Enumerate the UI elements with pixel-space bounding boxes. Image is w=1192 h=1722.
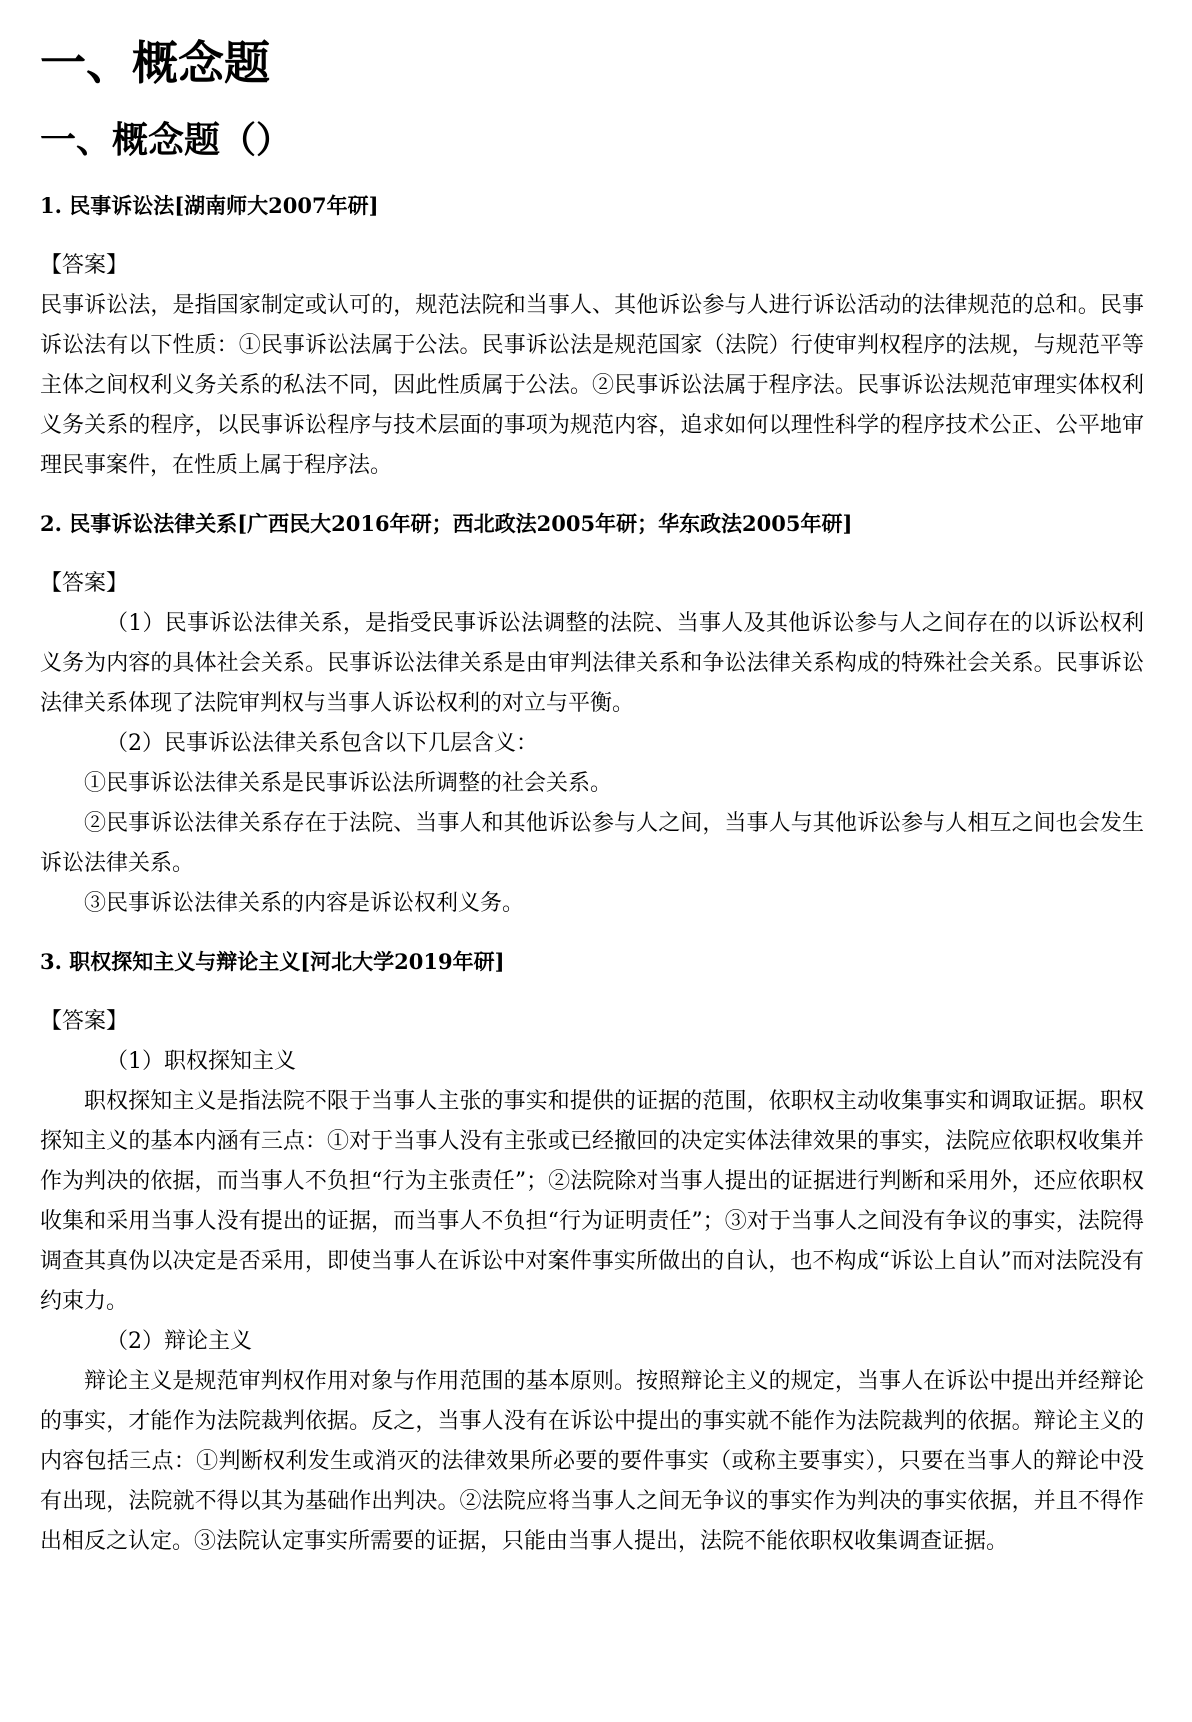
chapter-heading: 一、概念题: [40, 36, 270, 90]
question-1-answer: 民事诉讼法，是指国家制定或认可的，规范法院和当事人、其他诉讼参与人进行诉讼活动的法律规范的总和。民事诉讼法有以下性质：①民事诉讼法属于公法。民事诉讼法是规范国家（法院）行使审判权程序的法规，与规范平等主体之间权利义务关系的私法不同，因此性质属于公法。②民事诉讼法属于程序法。民事诉讼法规范审理实体权利义务关系的程序，以民事诉讼程序与技术层面的事项为规范内容，追求如何以理性科学的程序技术公正、公平地审理民事案件，在性质上属于程序法。: [40, 293, 1144, 478]
question-3-subheading: （1）职权探知主义: [106, 1049, 296, 1074]
question-1-title: 1. 民事诉讼法[湖南师大2007年研]: [40, 193, 379, 218]
question-2-paragraph: ③民事诉讼法律关系的内容是诉讼权利义务。: [84, 891, 525, 916]
question-3-title: 3. 职权探知主义与辩论主义[河北大学2019年研]: [40, 949, 505, 974]
answer-label: 【答案】: [40, 1009, 129, 1034]
section-heading: 一、概念题（）: [40, 119, 293, 161]
answer-label: 【答案】: [40, 253, 129, 278]
question-2-paragraph: ①民事诉讼法律关系是民事诉讼法所调整的社会关系。: [84, 771, 613, 796]
question-2-paragraph: ②民事诉讼法律关系存在于法院、当事人和其他诉讼参与人之间，当事人与其他诉讼参与人相互之间也会发生诉讼法律关系。: [40, 811, 1144, 876]
question-2-title: 2. 民事诉讼法律关系[广西民大2016年研；西北政法2005年研；华东政法2005年研]: [40, 511, 853, 536]
question-1: [40, 188, 1144, 486]
question-2: [40, 506, 1144, 924]
question-3-paragraph: 职权探知主义是指法院不限于当事人主张的事实和提供的证据的范围，依职权主动收集事实和调取证据。职权探知主义的基本内涵有三点：①对于当事人没有主张或已经撤回的决定实体法律效果的事实，法院应依职权收集并作为判决的依据，而当事人不负担“行为主张责任”；②法院除对当事人提出的证据进行判断和采用外，还应依职权收集和采用当事人没有提出的证据，而当事人不负担“行为证明责任”；③对于当事人之间没有争议的事实，法院得调查其真伪以决定是否采用，即使当事人在诉讼中对案件事实所做出的自认，也不构成“诉讼上自认”而对法院没有约束力。: [40, 1089, 1144, 1314]
question-3-paragraph: 辩论主义是规范审判权作用对象与作用范围的基本原则。按照辩论主义的规定，当事人在诉讼中提出并经辩论的事实，才能作为法院裁判依据。反之，当事人没有在诉讼中提出的事实就不能作为法院裁判的依据。辩论主义的内容包括三点：①判断权利发生或消灭的法律效果所必要的要件事实（或称主要事实），只要在当事人的辩论中没有出现，法院就不得以其为基础作出判决。②法院应将当事人之间无争议的事实作为判决的事实依据，并且不得作出相反之认定。③法院认定事实所需要的证据，只能由当事人提出，法院不能依职权收集调查证据。: [40, 1369, 1144, 1554]
question-2-paragraph: （2）民事诉讼法律关系包含以下几层含义：: [106, 731, 538, 756]
question-3: [40, 944, 1144, 1562]
question-2-paragraph: （1）民事诉讼法律关系，是指受民事诉讼法调整的法院、当事人及其他诉讼参与人之间存在的以诉讼权利义务为内容的具体社会关系。民事诉讼法律关系是由审判法律关系和争讼法律关系构成的特殊社会关系。民事诉讼法律关系体现了法院审判权与当事人诉讼权利的对立与平衡。: [40, 611, 1144, 716]
answer-label: 【答案】: [40, 571, 129, 596]
question-3-subheading: （2）辩论主义: [106, 1329, 252, 1354]
